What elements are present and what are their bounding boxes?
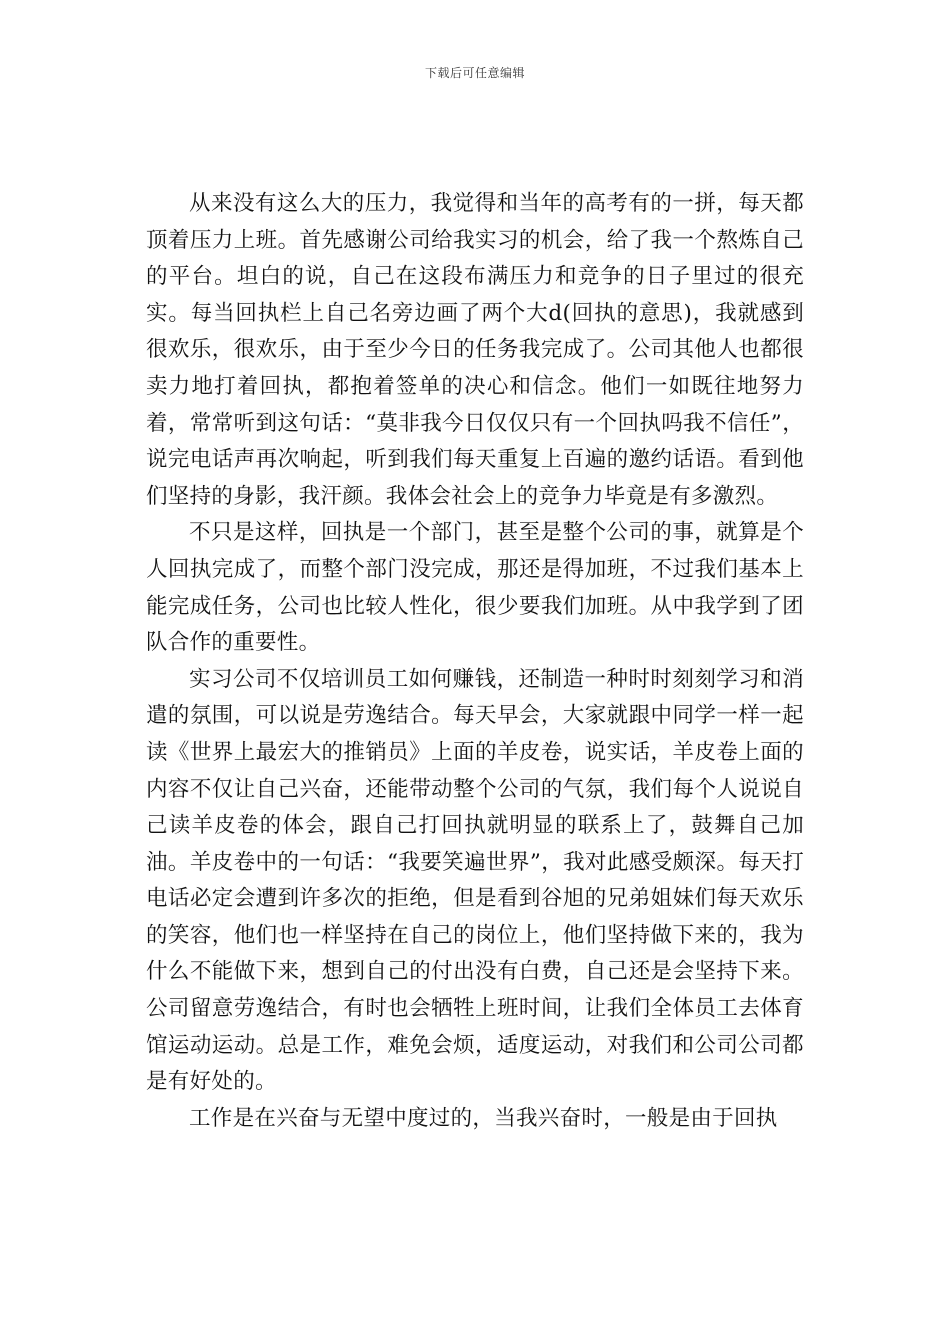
paragraph-2: 不只是这样，回执是一个部门，甚至是整个公司的事，就算是个人回执完成了，而整个部门没完成，那还是得加班，不过我们基本上能完成任务，公司也比较人性化，很少要我们加班。从中我学到了团队合作的重要性。 — [146, 520, 804, 656]
paragraph-4: 工作是在兴奋与无望中度过的，当我兴奋时，一般是由于回执 — [189, 1105, 778, 1131]
paragraph-1: 从来没有这么大的压力，我觉得和当年的高考有的一拼，每天都顶着压力上班。首先感谢公司给我实习的机会，给了我一个熬炼自己的平台。坦白的说，自己在这段布满压力和竞争的日子里过的很充实。每当回执栏上自己名旁边画了两个大d(回执的意思)，我就感到很欢乐，很欢乐，由于至少今日的任务我完成了。公司其他人也都很卖力地打着回执，都抱着签单的决心和信念。他们一如既往地努力着，常常听到这句话：“莫非我今日仅仅只有一个回执吗我不信任”，说完电话声再次响起，听到我们每天重复上百遍的邀约话语。看到他们坚持的身影，我汗颜。我体会社会上的竞争力毕竟是有多激烈。 — [146, 191, 804, 509]
document-body — [146, 186, 804, 1137]
page-header: 下载后可任意编辑 — [424, 66, 525, 80]
paragraph-3: 实习公司不仅培训员工如何赚钱，还制造一种时时刻刻学习和消遣的氛围，可以说是劳逸结合。每天早会，大家就跟中同学一样一起读《世界上最宏大的推销员》上面的羊皮卷，说实话，羊皮卷上面的内容不仅让自己兴奋，还能带动整个公司的气氛，我们每个人说说自己读羊皮卷的体会，跟自己打回执就明显的联系上了，鼓舞自己加油。羊皮卷中的一句话：“我要笑遍世界”，我对此感受颇深。每天打电话必定会遭到许多次的拒绝，但是看到谷旭的兄弟姐妹们每天欢乐的笑容，他们也一样坚持在自己的岗位上，他们坚持做下来的，我为什么不能做下来，想到自己的付出没有白费，自己还是会坚持下来。公司留意劳逸结合，有时也会牺牲上班时间，让我们全体员工去体育馆运动运动。总是工作，难免会烦，适度运动，对我们和公司公司都是有好处的。 — [146, 666, 804, 1095]
